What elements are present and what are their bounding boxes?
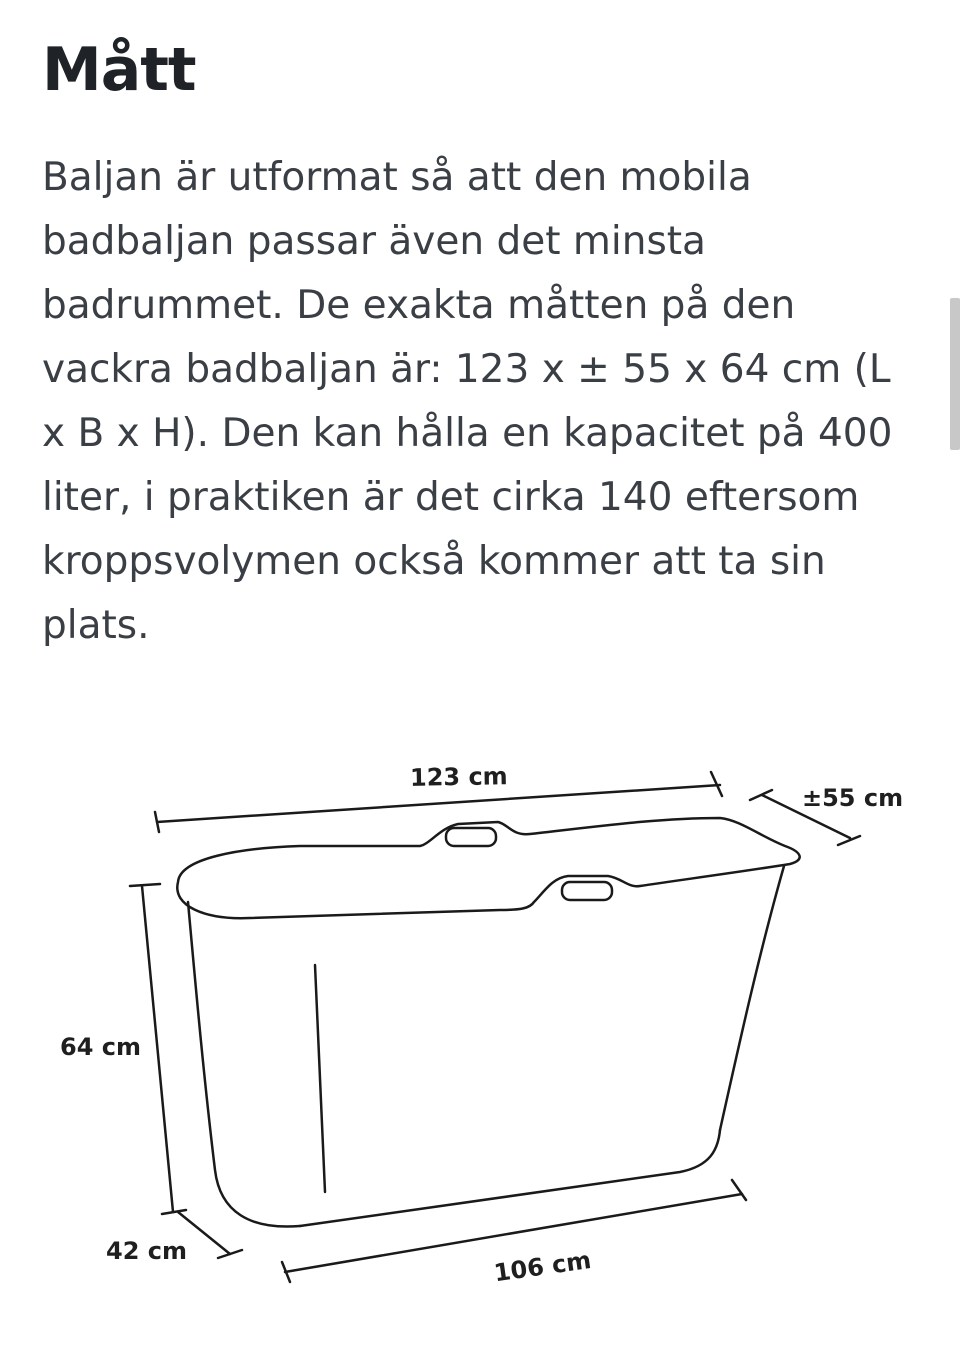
tub-bottom: [300, 1130, 720, 1226]
base-length-label: 106 cm: [492, 1246, 593, 1288]
width-label: ±55 cm: [802, 784, 904, 812]
back-handle: [562, 882, 612, 900]
height-dimension-line: [142, 886, 173, 1212]
scrollbar-thumb[interactable]: [950, 298, 960, 450]
tub-left-side: [188, 902, 300, 1227]
bathtub-dimensions-diagram: [0, 740, 960, 1300]
tub-rim-outline: [177, 818, 799, 918]
length-label: 123 cm: [409, 762, 508, 792]
page-title: Mått: [42, 35, 196, 105]
base-depth-label: 42 cm: [106, 1237, 187, 1265]
height-label: 64 cm: [60, 1033, 141, 1061]
tub-right-side: [720, 866, 784, 1130]
tub-seam-line: [315, 965, 325, 1192]
description-text: Baljan är utformat så att den mobila badbaljan passar även det minsta badrummet. De exakta måtten på den vackra badbaljan är: 123 x ± 55 x 64 cm (L x B x H). Den kan hålla en kapacitet på 400 liter, i praktiken är det cirka 140 eftersom kroppsvolymen också kommer att ta sin plats.: [42, 155, 893, 648]
front-handle: [446, 828, 496, 846]
